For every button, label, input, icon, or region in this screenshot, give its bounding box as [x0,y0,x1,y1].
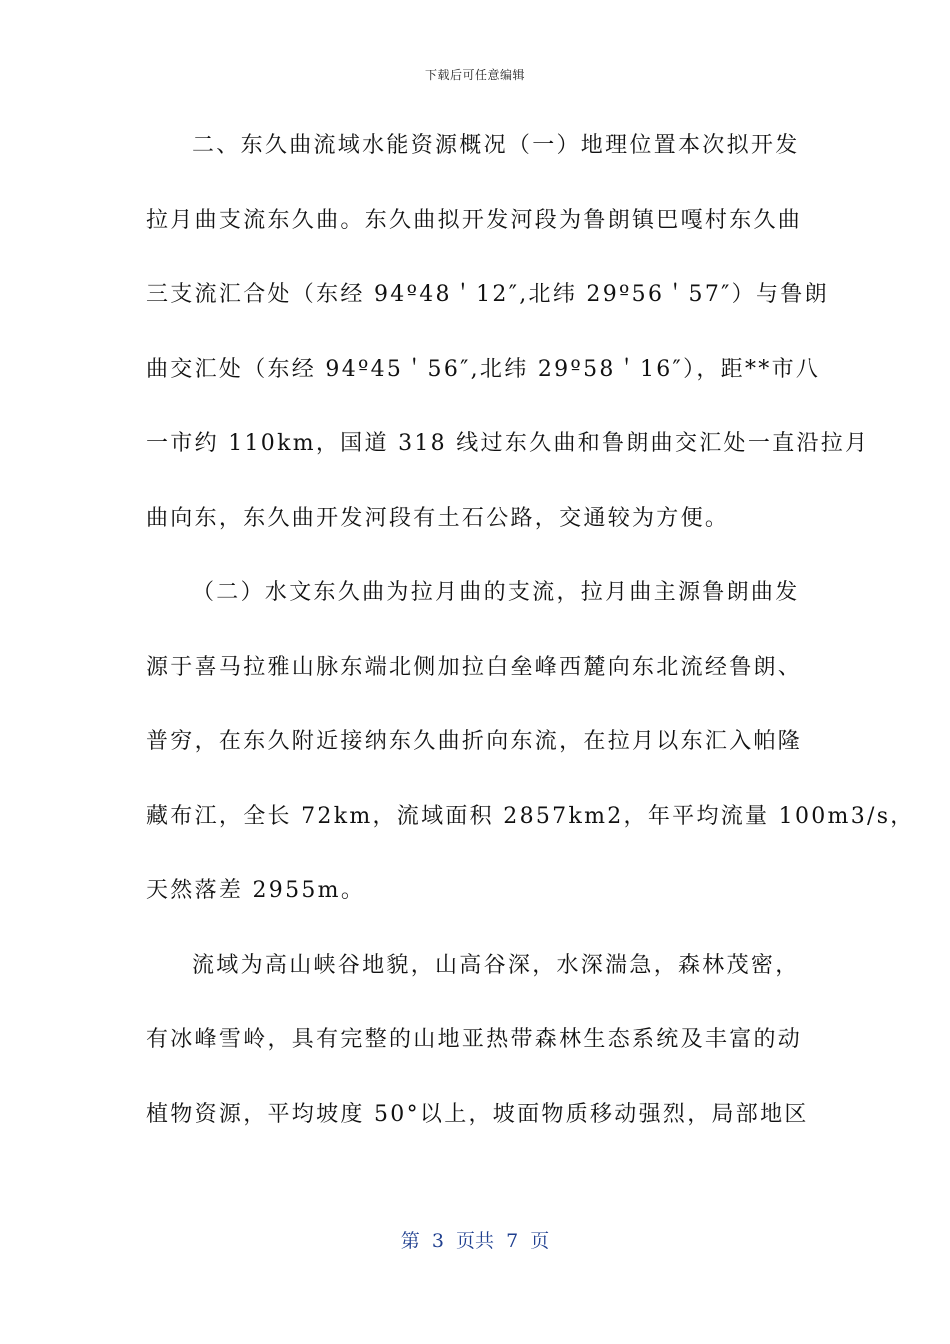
body-line: 有冰峰雪岭，具有完整的山地亚热带森林生态系统及丰富的动 [146,1027,803,1052]
body-line: 源于喜马拉雅山脉东端北侧加拉白垒峰西麓向东北流经鲁朗、 [146,654,803,680]
body-line: 拉月曲支流东久曲。东久曲拟开发河段为鲁朗镇巴嘎村东久曲 [146,207,803,233]
body-line: 二、东久曲流域水能资源概况（一）地理位置本次拟开发 [192,133,800,158]
page-number-footer: 第 3 页共 7 页 [400,1230,550,1252]
body-line: 天然落差 2955m。 [146,878,366,903]
body-line: 植物资源，平均坡度 50°以上，坡面物质移动强烈，局部地区 [146,1101,809,1127]
body-line: 普穷，在东久附近接纳东久曲折向东流，在拉月以东汇入帕隆 [146,729,803,754]
body-line: 三支流汇合处（东经 94º48＇12″,北纬 29º56＇57″）与鲁朗 [146,282,829,307]
body-line: 曲交汇处（东经 94º45＇56″,北纬 29º58＇16″），距**市八 [146,356,821,382]
body-line: 藏布江，全长 72km，流域面积 2857km2，年平均流量 100m3/s， [146,803,915,829]
body-line: （二）水文东久曲为拉月曲的支流，拉月曲主源鲁朗曲发 [192,580,800,605]
body-line: 流域为高山峡谷地貌，山高谷深，水深湍急，森林茂密， [192,952,800,978]
body-line: 曲向东，东久曲开发河段有土石公路，交通较为方便。 [146,505,730,531]
page-header: 下载后可任意编辑 [424,68,525,82]
body-line: 一市约 110km，国道 318 线过东久曲和鲁朗曲交汇处一直沿拉月 [146,431,870,456]
document-body [146,124,915,1167]
